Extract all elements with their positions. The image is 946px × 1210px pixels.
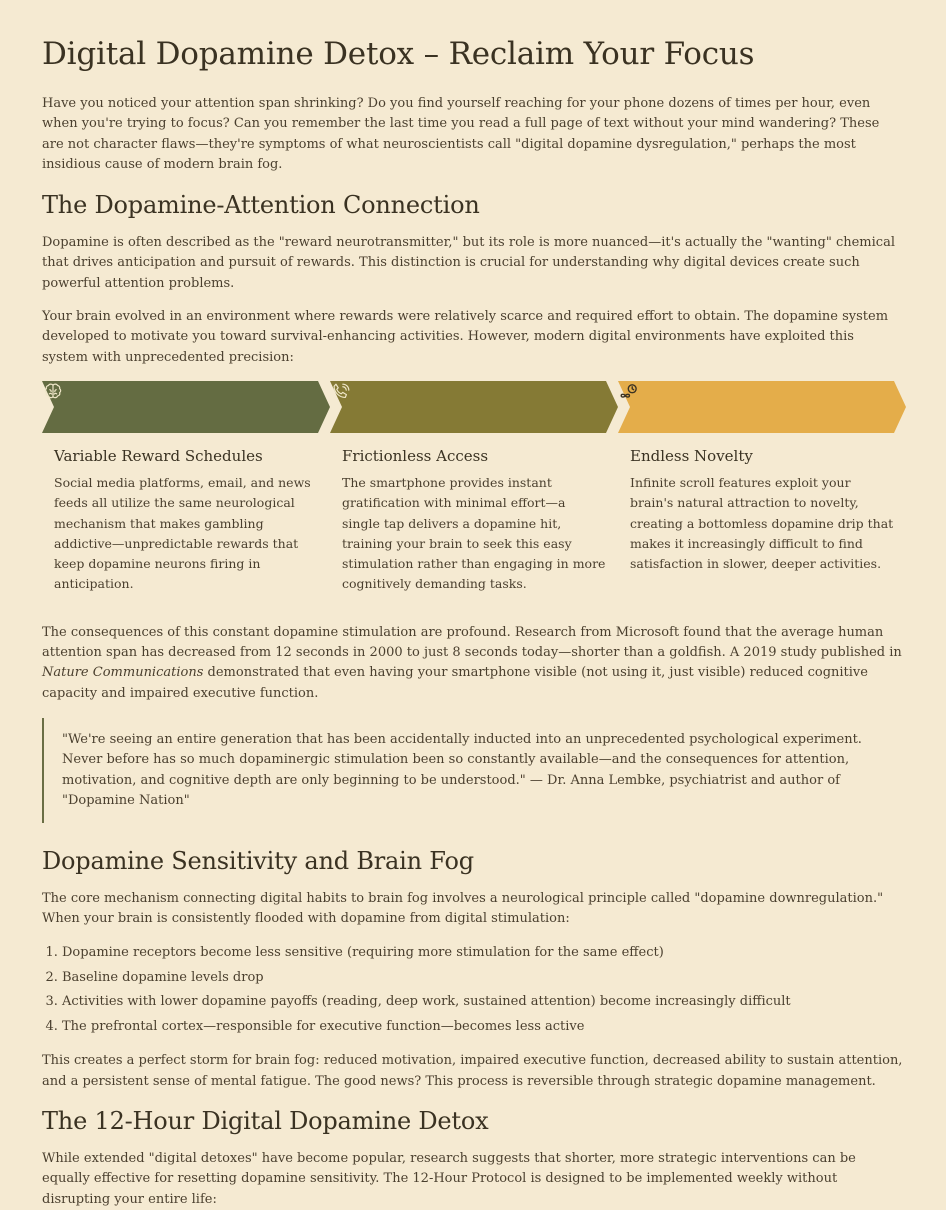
chevron-title: Frictionless Access bbox=[342, 446, 489, 465]
text-span: demonstrated that even having your smartphone visible (not using it, just visible) reduced cognitive capacity and impaired executive function. bbox=[42, 665, 868, 701]
page-title: Digital Dopamine Detox – Reclaim Your Focus bbox=[42, 36, 755, 72]
numbered-list bbox=[42, 943, 904, 1038]
paragraph: This creates a perfect storm for brain fog: reduced motivation, impaired executive function, decreased ability to sustain attention, and a persistent sense of mental fatigue. The good news? This process is reversible through strategic dopamine management. bbox=[42, 1053, 903, 1089]
journal-title: Nature Communications bbox=[42, 665, 204, 681]
pull-quote bbox=[42, 718, 904, 823]
section-heading-detox: The 12-Hour Digital Dopamine Detox bbox=[42, 1107, 489, 1135]
list-item: 2. Baseline dopamine levels drop bbox=[62, 968, 904, 988]
paragraph: While extended "digital detoxes" have become popular, research suggests that shorter, more strategic interventions can be equally effective for resetting dopamine sensitivity. The 12-Hour Protocol is designed to be implemented weekly without disrupting your entire life: bbox=[42, 1151, 856, 1207]
chevron-title: Variable Reward Schedules bbox=[54, 446, 263, 465]
text-span: The consequences of this constant dopamine stimulation are profound. Research from Microsoft found that the average human attention span has decreased from 12 seconds in 2000 to just 8 seconds today—shorter than a goldfish. A 2019 study published in bbox=[42, 624, 902, 661]
list-item: 4. The prefrontal cortex—responsible for executive function—becomes less active bbox=[62, 1017, 904, 1037]
intro-paragraph: Have you noticed your attention span shrinking? Do you find yourself reaching for your phone dozens of times per hour, even when you're trying to focus? Can you remember the last time you read a full page of text without your mind wandering? These are not character flaws—they're symptoms of what neuroscientists call "digital dopamine dysregulation," perhaps the most insidious cause of modern brain fog. bbox=[42, 96, 880, 172]
chevron-step bbox=[618, 381, 906, 595]
chevron-description: Infinite scroll features exploit your brain's natural attraction to novelty, creating a bottomless dopamine drip that makes it increasingly difficult to find satisfaction in slower, deeper activities. bbox=[630, 474, 894, 572]
phone-ringing-icon bbox=[330, 381, 618, 433]
section-heading-dopamine-attention: The Dopamine-Attention Connection bbox=[42, 191, 480, 220]
chevron-title: Endless Novelty bbox=[630, 446, 753, 465]
list-item: 3. Activities with lower dopamine payoffs (reading, deep work, sustained attention) become increasingly difficult bbox=[62, 992, 904, 1012]
section-heading-dopamine-sensitivity: Dopamine Sensitivity and Brain Fog bbox=[42, 847, 474, 876]
chevron-description: Social media platforms, email, and news feeds all utilize the same neurological mechanism that makes gambling addictive—unpredictable rewards that keep dopamine neurons firing in anticipation. bbox=[54, 474, 311, 592]
paragraph bbox=[42, 623, 904, 704]
paragraph: The core mechanism connecting digital habits to brain fog involves a neurological principle called "dopamine downregulation." When your brain is consistently flooded with dopamine from digital stimulation: bbox=[42, 891, 884, 927]
infinity-clock-icon bbox=[618, 381, 906, 433]
chevron-step bbox=[42, 381, 330, 595]
process-chevrons bbox=[42, 381, 904, 595]
paragraph: Your brain evolved in an environment where rewards were relatively scarce and required effort to obtain. The dopamine system developed to motivate you toward survival-enhancing activities. However, modern digital environments have exploited this system with unprecedented precision: bbox=[42, 309, 889, 365]
brain-icon bbox=[42, 381, 330, 433]
chevron-step bbox=[330, 381, 618, 595]
quote-text: "We're seeing an entire generation that has been accidentally inducted into an unprecedented psychological experiment. Never before has so much dopaminergic stimulation been so constantly available—and the consequences for attention, motivation, and cognitive depth are only beginning to be understood." — Dr. Anna Lembke, psychiatrist and author of "Dopamine Nation" bbox=[62, 731, 862, 808]
list-item: 1. Dopamine receptors become less sensitive (requiring more stimulation for the same effect) bbox=[62, 943, 904, 963]
chevron-description: The smartphone provides instant gratification with minimal effort—a single tap delivers a dopamine hit, training your brain to seek this easy stimulation rather than engaging in more cognitively demanding tasks. bbox=[342, 474, 606, 592]
paragraph: Dopamine is often described as the "reward neurotransmitter," but its role is more nuanced—it's actually the "wanting" chemical that drives anticipation and pursuit of rewards. This distinction is crucial for understanding why digital devices create such powerful attention problems. bbox=[42, 235, 895, 291]
